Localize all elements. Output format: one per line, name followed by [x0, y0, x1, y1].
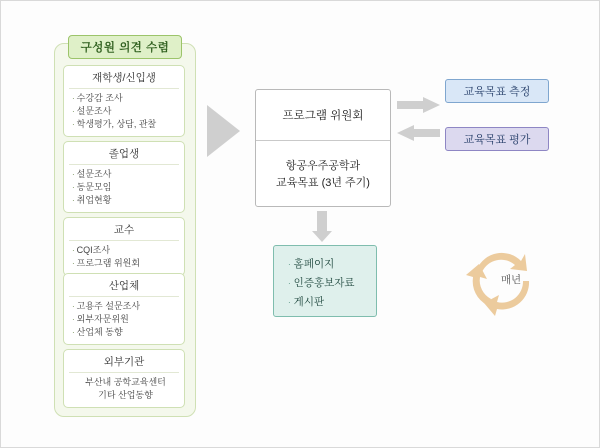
group-title: 교수 [69, 222, 179, 241]
program-committee-box [255, 89, 391, 207]
bullet-icon: · [72, 302, 75, 311]
list-item: · 고용주 설문조사 [72, 301, 141, 311]
list-item: · 동문모임 [72, 182, 112, 192]
publication-channels-box [273, 245, 377, 317]
bullet-icon: · [288, 260, 291, 269]
list-item: · 수강감 조사 [72, 93, 123, 103]
stakeholder-group [63, 273, 185, 345]
group-items [69, 376, 179, 402]
flow-arrow-down [311, 211, 333, 243]
measure-objectives-box: 교육목표 측정 [445, 79, 549, 103]
objective-label [256, 141, 390, 208]
bullet-icon: · [288, 279, 291, 288]
group-title: 재학생/신입생 [69, 70, 179, 89]
group-items [69, 244, 179, 270]
list-item: · 외부자문위원 [72, 314, 129, 324]
bullet-icon: · [72, 183, 75, 192]
flow-arrow-to-measure [397, 97, 441, 113]
bullet-icon: · [72, 120, 75, 129]
list-item: · 프로그램 위원회 [72, 258, 141, 268]
panel-title: 구성원 의견 수렴 [68, 35, 182, 59]
group-title: 산업체 [69, 278, 179, 297]
list-item: 부산내 공학교육센터 [85, 377, 166, 387]
list-item: · 산업체 동향 [72, 327, 123, 337]
committee-label: 프로그램 위원회 [256, 90, 390, 141]
objective-line-1: 항공우주공학과 [285, 159, 361, 172]
bullet-icon: · [72, 196, 75, 205]
group-title: 졸업생 [69, 146, 179, 165]
group-items [69, 300, 179, 339]
group-items [69, 168, 179, 207]
stakeholder-group [63, 65, 185, 137]
bullet-icon: · [72, 94, 75, 103]
list-item: · 설문조사 [72, 106, 112, 116]
group-title: 외부기관 [69, 354, 179, 373]
bullet-icon: · [72, 259, 75, 268]
list-item: 기타 산업동향 [98, 390, 153, 400]
bullet-icon: · [288, 298, 291, 307]
stakeholder-group [63, 349, 185, 408]
objective-line-2: 교육목표 (3년 주기) [276, 176, 370, 189]
list-item: · 게시판 [288, 296, 325, 308]
list-item: · CQI조사 [72, 245, 111, 255]
bullet-icon: · [72, 107, 75, 116]
flow-arrow-right-large [207, 101, 241, 161]
bullet-icon: · [72, 315, 75, 324]
stakeholder-group [63, 141, 185, 213]
evaluate-objectives-box: 교육목표 평가 [445, 127, 549, 151]
stakeholder-group [63, 217, 185, 276]
list-item: · 취업현황 [72, 195, 112, 205]
flow-arrow-from-evaluate [397, 125, 441, 141]
cycle-label: 매년 [500, 273, 522, 286]
list-item: · 설문조사 [72, 169, 112, 179]
bullet-icon: · [72, 246, 75, 255]
list-item: · 학생평가, 상담, 관찰 [72, 119, 157, 129]
group-items [69, 92, 179, 131]
list-item: · 인증홍보자료 [288, 277, 355, 289]
bullet-icon: · [72, 328, 75, 337]
bullet-icon: · [72, 170, 75, 179]
list-item: · 홈페이지 [288, 258, 335, 270]
